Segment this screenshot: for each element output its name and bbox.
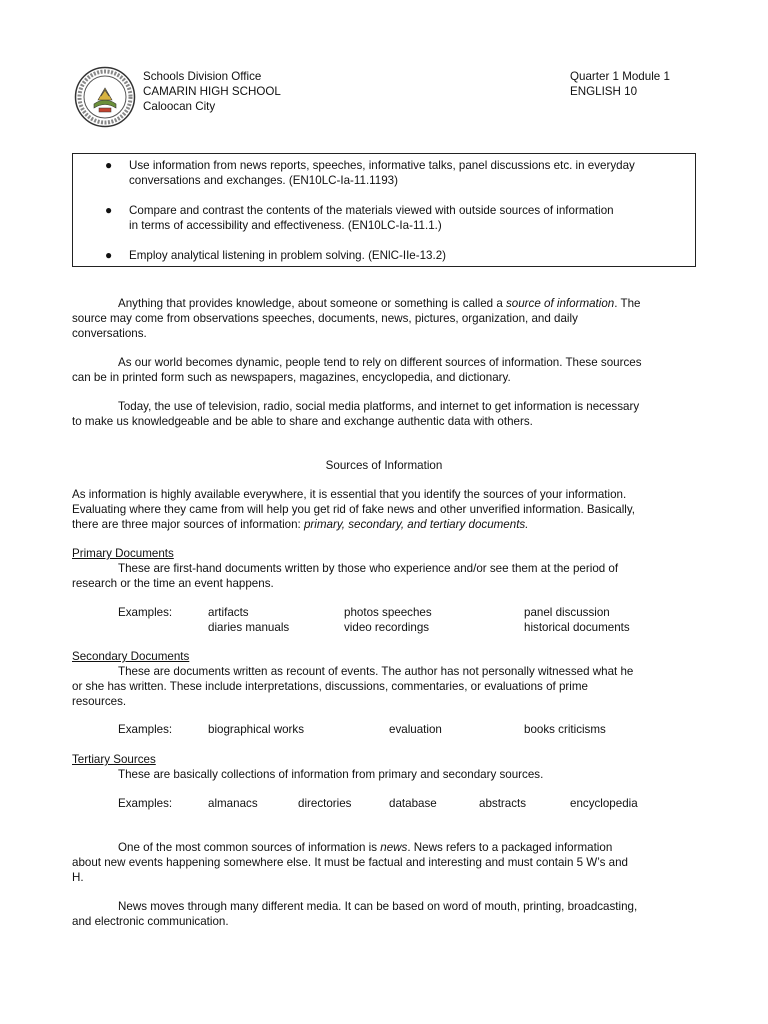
objective-text: Use information from news reports, speeches, informative talks, panel discussions etc. in everyday (129, 159, 635, 172)
news-paragraph-1: One of the most common sources of information is news. News refers to a packaged information about new events happening somewhere else. It must be factual and interesting and must contain 5 W’s and H. (72, 841, 628, 884)
example-item: panel discussion (524, 606, 610, 619)
example-item: historical documents (524, 621, 630, 634)
school-name: CAMARIN HIGH SCHOOL (143, 85, 281, 98)
objectives-box (72, 153, 696, 267)
header-right (570, 69, 670, 99)
tertiary-heading: Tertiary Sources (72, 753, 156, 766)
quarter-module: Quarter 1 Module 1 (570, 70, 670, 83)
term-news: news (380, 841, 408, 854)
bullet-icon: ● (105, 248, 113, 262)
objective-text: Employ analytical listening in problem solving. (ENlC-IIe-13.2) (129, 249, 447, 262)
secondary-heading: Secondary Documents (72, 650, 190, 663)
example-item: encyclopedia (570, 797, 638, 810)
objective-text: in terms of accessibility and effectiveness. (EN10LC-Ia-11.1.) (129, 219, 442, 232)
example-item: photos speeches (344, 606, 432, 619)
school-seal-logo (74, 66, 136, 128)
header-left (143, 69, 281, 114)
example-item: database (389, 797, 437, 810)
tertiary-description: These are basically collections of information from primary and secondary sources. (118, 768, 544, 781)
example-item: evaluation (389, 723, 442, 736)
example-item: artifacts (208, 606, 249, 619)
example-item: diaries manuals (208, 621, 290, 634)
example-item: almanacs (208, 797, 258, 810)
division-office: Schools Division Office (143, 70, 262, 83)
example-item: directories (298, 797, 352, 810)
intro-paragraph-3: Today, the use of television, radio, social media platforms, and internet to get information is necessary to make us knowledgeable and be able to share and exchange authentic data with others. (72, 400, 640, 428)
section-title: Sources of Information (325, 459, 443, 472)
examples-label: Examples: (118, 606, 173, 619)
primary-description: These are first-hand documents written by those who experience and/or see them at the period of research or the time an event happens. (72, 562, 619, 590)
city: Caloocan City (143, 100, 216, 113)
intro-paragraph-2: As our world becomes dynamic, people tend to rely on different sources of information. These sources can be in printed form such as newspapers, magazines, encyclopedia, and dictionary. (72, 356, 642, 384)
examples-label: Examples: (118, 723, 173, 736)
secondary-description: These are documents written as recount of events. The author has not personally witnessed what he or she has written. These include interpretations, discussions, commentaries, or evaluations of prime resources. (72, 665, 634, 708)
example-item: abstracts (479, 797, 527, 810)
objective-text: Compare and contrast the contents of the materials viewed with outside sources of information (129, 204, 614, 217)
sources-intro: As information is highly available everywhere, it is essential that you identify the sources of your information. Evaluating where they came from will help you get rid of fake news and other unverified information. Basically, there are three major sources of information: primary, secondary, and tertiary documents. (72, 488, 636, 531)
objective-text: conversations and exchanges. (EN10LC-Ia-11.1193) (129, 174, 398, 187)
bullet-icon: ● (105, 203, 113, 217)
primary-heading: Primary Documents (72, 547, 174, 560)
intro-paragraph-1: Anything that provides knowledge, about someone or something is called a source of information. The source may come from observations speeches, documents, news, pictures, organization, and daily conversations. (72, 297, 641, 340)
term-source-of-information: source of information (505, 297, 615, 310)
bullet-icon: ● (105, 158, 113, 172)
examples-label: Examples: (118, 797, 173, 810)
news-paragraph-2: News moves through many different media. It can be based on word of mouth, printing, broadcasting, and electronic communication. (72, 900, 638, 928)
example-item: video recordings (344, 621, 430, 634)
example-item: biographical works (208, 723, 305, 736)
example-item: books criticisms (524, 723, 606, 736)
subject: ENGLISH 10 (570, 85, 638, 98)
